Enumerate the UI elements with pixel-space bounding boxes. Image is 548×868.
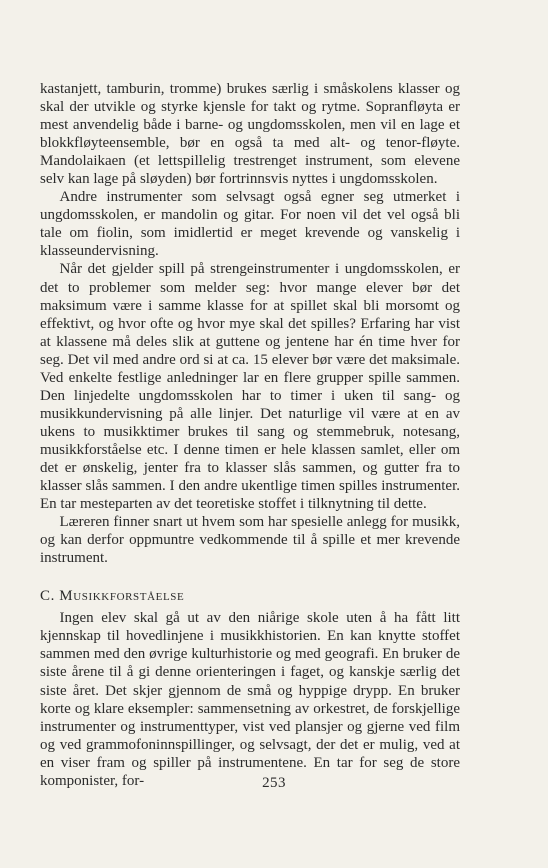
paragraph: Læreren finner snart ut hvem som har spesielle anlegg for musikk, og kan derfor oppmuntre vedkommende til å spille et mer krevende instrument. <box>40 514 460 567</box>
section-heading: C. Musikkforståelse <box>40 588 185 605</box>
paragraph: Ingen elev skal gå ut av den niårige skole uten å ha fått litt kjennskap til hovedlinjene i musikkhistorien. En kan knytte stoffet sammen med den øvrige kulturhistorie og med geografi. En bruker de siste årene til å gi denne orienteringen i faget, og kanskje særlig det siste året. Det skjer gjennom de små og hyppige drypp. En bruker korte og klare eksempler: sammensetning av orkestret, de forskjellige instrumenter og instrumenttyper, vist ved plansjer og gjerne ved film og ved grammofoninnspillinger, og selvsagt, der det er mulig, ved at en viser fram og spiller på instrumentene. En tar for seg de store komponister, for- <box>40 610 460 789</box>
paragraph: Når det gjelder spill på strengeinstrumenter i ungdomsskolen, er det to problemer som melder seg: hvor mange elever bør det maksimum være i samme klasse for at spillet skal bli morsomt og effektivt, og hvor ofte og hvor mye skal det spilles? Erfaring har vist at klassene må deles slik at guttene og jentene har én time hver for seg. Det vil med andre ord si at ca. 15 elever bør være det maksimale. Ved enkelte festlige anledninger lar en flere grupper spille sammen. Den linjedelte ungdomsskolen har to timer i uken til sang- og musikkundervisning på alle linjer. Det naturlige vil være at en av ukens to musikktimer brukes til sang og stemmebruk, notesang, musikkforståelse etc. I denne timen er hele klassen samlet, eller om det er ønskelig, jenter fra to klasser slås sammen, og gutter fra to klasser slås sammen. I den andre ukentlige timen spilles instrumenter. En tar mesteparten av det teoretiske stoffet i tilknytning til dette. <box>40 261 460 513</box>
page-number: 253 <box>262 775 286 791</box>
page-body-text <box>40 80 460 790</box>
paragraph: kastanjett, tamburin, tromme) brukes særlig i småskolens klasser og skal der utvikle og styrke kjensle for takt og rytme. Sopranfløyta er mest anvendelig både i barne- og ungdomsskolen, men vil en lage et blokkfløyteensemble, bør en også ta med alt- og tenor-fløyte. Mandolaikaen (et lettspillelig trestrenget instrument, som elevene selv kan lage på sløyden) bør fortrinnsvis nyttes i ungdomsskolen. <box>40 81 460 188</box>
paragraph: Andre instrumenter som selvsagt også egner seg utmerket i ungdomsskolen, er mandolin og gitar. For noen vil det vel også bli tale om fiolin, som imidlertid er meget krevende og vanskelig i klasseundervisning. <box>40 189 460 260</box>
